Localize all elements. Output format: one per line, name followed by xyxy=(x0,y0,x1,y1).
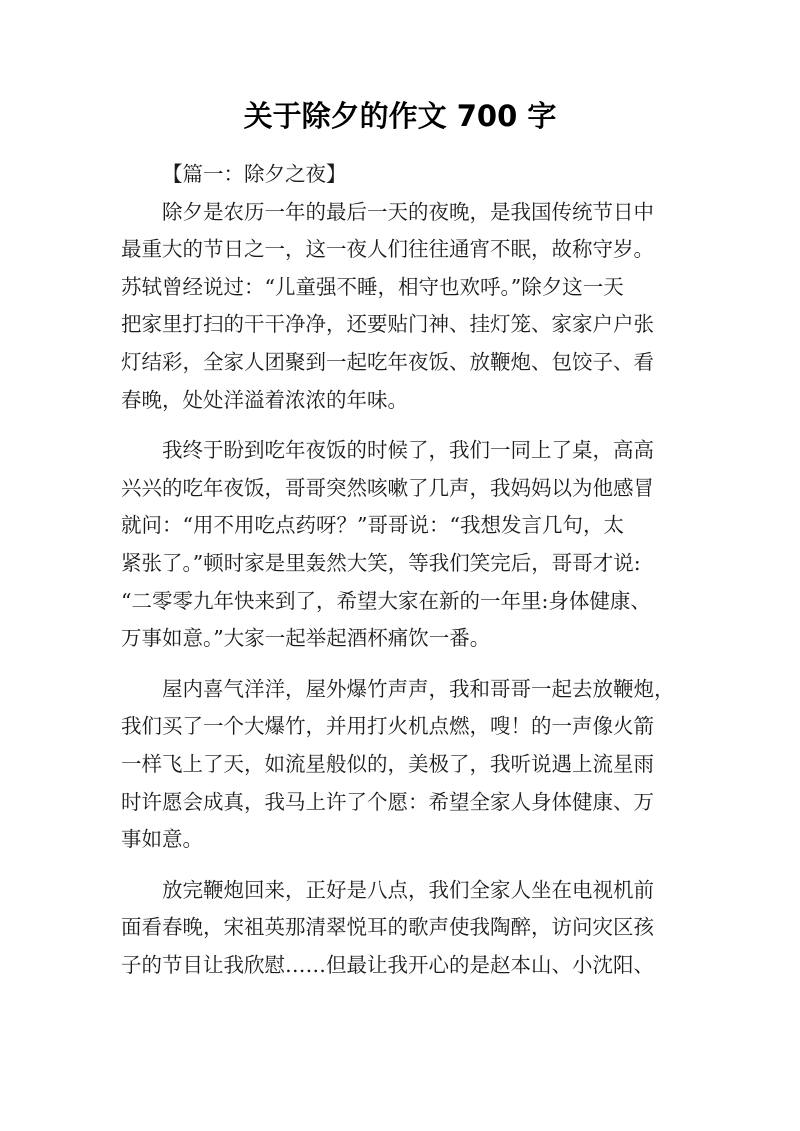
text-line: 苏轼曾经说过：“儿童强不睡，相守也欢呼。”除夕这一天 xyxy=(121,274,624,299)
text-line: 万事如意。”大家一起举起酒杯痛饮一番。 xyxy=(121,626,491,651)
text-line: 子的节目让我欣慰……但最让我开心的是赵本山、小沈阳、 xyxy=(121,952,654,977)
text-line: 就问：“用不用吃点药呀？”哥哥说：“我想发言几句，太 xyxy=(121,513,624,538)
section-heading: 【篇一：除夕之夜】 xyxy=(162,162,347,186)
text-line: 一样飞上了天，如流星般似的，美极了，我听说遇上流星雨 xyxy=(121,751,654,776)
paragraph-gap xyxy=(121,419,681,432)
text-line: 灯结彩，全家人团聚到一起吃年夜饭、放鞭炮、包饺子、看 xyxy=(121,349,654,374)
paragraph-gap xyxy=(121,859,681,872)
text-line: 事如意。 xyxy=(121,827,203,852)
text-line: 放完鞭炮回来，正好是八点，我们全家人坐在电视机前 xyxy=(162,877,654,902)
text-line: 兴兴的吃年夜饭，哥哥突然咳嗽了几声，我妈妈以为他感冒 xyxy=(121,475,654,500)
document-title: 关于除夕的作文 700 字 xyxy=(243,99,557,133)
text-line: 紧张了。”顿时家是里轰然大笑，等我们笑完后，哥哥才说: xyxy=(121,550,641,575)
paragraph-gap xyxy=(121,658,681,671)
text-line: 最重大的节日之一，这一夜人们往往通宵不眠，故称守岁。 xyxy=(121,237,654,262)
text-line: 除夕是农历一年的最后一天的夜晚，是我国传统节日中 xyxy=(162,199,654,224)
text-line: “二零零九年快来到了，希望大家在新的一年里:身体健康、 xyxy=(121,588,651,613)
text-line: 春晚，处处洋溢着浓浓的年味。 xyxy=(121,387,408,412)
text-line: 屋内喜气洋洋，屋外爆竹声声，我和哥哥一起去放鞭炮， xyxy=(162,676,675,701)
text-line: 把家里打扫的干干净净，还要贴门神、挂灯笼、家家户户张 xyxy=(121,312,654,337)
paragraph xyxy=(121,432,681,658)
paragraph xyxy=(121,671,681,859)
paragraph xyxy=(121,872,681,985)
text-line: 时许愿会成真，我马上许了个愿：希望全家人身体健康、万 xyxy=(121,789,654,814)
text-line: 我终于盼到吃年夜饭的时候了，我们一同上了桌，高高 xyxy=(162,438,654,463)
text-line: 我们买了一个大爆竹，并用打火机点燃，嗖！的一声像火箭 xyxy=(121,714,654,739)
paragraph xyxy=(121,194,681,420)
text-line: 面看春晚，宋祖英那清翠悦耳的歌声使我陶醉，访问灾区孩 xyxy=(121,915,654,940)
document-body xyxy=(121,156,681,984)
